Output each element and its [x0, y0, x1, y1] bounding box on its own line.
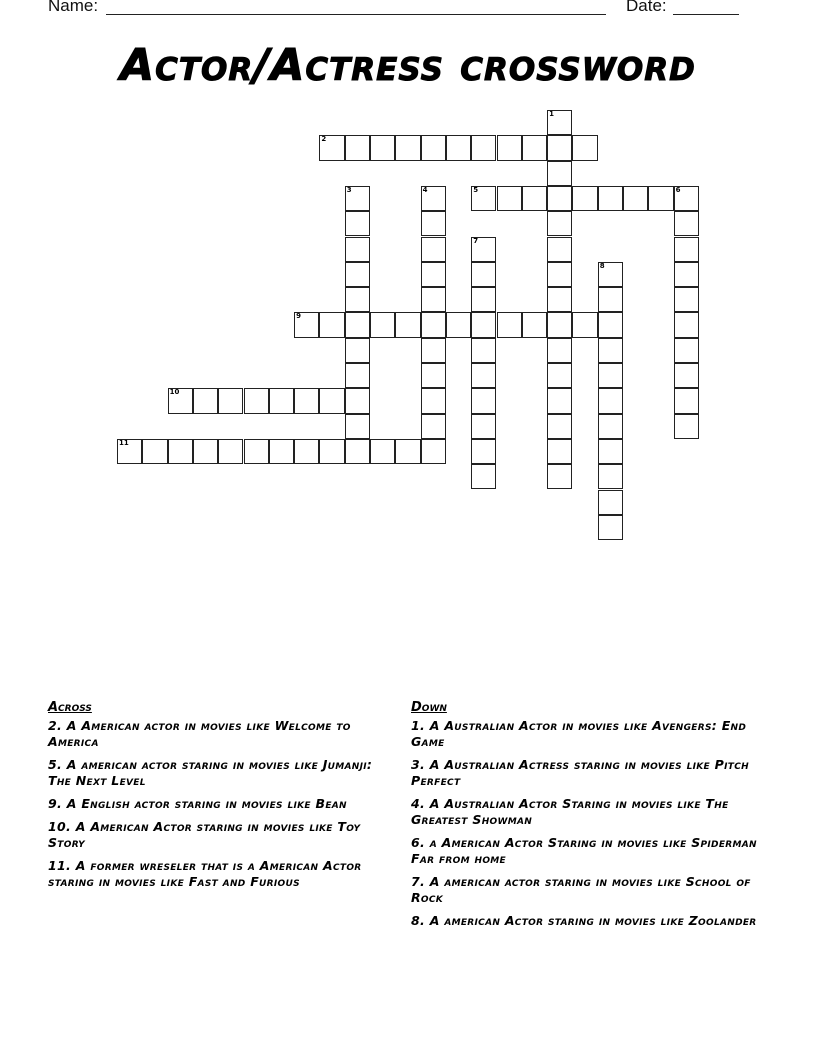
grid-cell[interactable] [572, 312, 597, 337]
grid-cell[interactable] [345, 186, 370, 211]
grid-cell[interactable] [522, 135, 547, 160]
grid-cell[interactable] [547, 161, 572, 186]
grid-cell[interactable] [345, 237, 370, 262]
grid-cell[interactable] [395, 439, 420, 464]
grid-cell[interactable] [598, 287, 623, 312]
grid-cell[interactable] [598, 363, 623, 388]
page-title: Actor/Actress crossword [120, 40, 696, 91]
grid-cell[interactable] [421, 237, 446, 262]
grid-cell[interactable] [471, 287, 496, 312]
grid-cell[interactable] [598, 388, 623, 413]
grid-cell[interactable] [319, 312, 344, 337]
clue-across-5: 5. A american actor staring in movies like Jumanji: The Next Level [48, 757, 373, 788]
grid-cell[interactable] [623, 186, 648, 211]
date-label: Date: [626, 0, 667, 15]
grid-cell[interactable] [471, 338, 496, 363]
grid-cell[interactable] [598, 262, 623, 287]
cell-number: 11 [119, 438, 129, 447]
cell-number: 2 [321, 135, 327, 144]
grid-cell[interactable] [497, 312, 522, 337]
clue-down-1: 1. A Australian Actor in movies like Avengers: End Game [411, 718, 747, 749]
grid-cell[interactable] [674, 388, 699, 413]
grid-cell[interactable] [648, 186, 673, 211]
grid-cell[interactable] [294, 312, 319, 337]
grid-cell[interactable] [598, 186, 623, 211]
grid-cell[interactable] [421, 262, 446, 287]
clue-across-10: 10. A American Actor staring in movies like Toy Story [48, 819, 361, 850]
grid-cell[interactable] [471, 237, 496, 262]
grid-cell[interactable] [395, 312, 420, 337]
grid-cell[interactable] [421, 135, 446, 160]
grid-cell[interactable] [471, 186, 496, 211]
clue-across-9: 9. A English actor staring in movies like Bean [48, 796, 347, 811]
grid-cell[interactable] [244, 439, 269, 464]
clue-down-4: 4. A Australian Actor Staring in movies like The Greatest Showman [411, 796, 729, 827]
grid-cell[interactable] [269, 388, 294, 413]
grid-cell[interactable] [497, 135, 522, 160]
grid-cell[interactable] [471, 135, 496, 160]
grid-cell[interactable] [674, 338, 699, 363]
grid-cell[interactable] [471, 262, 496, 287]
grid-cell[interactable] [345, 439, 370, 464]
grid-cell[interactable] [547, 388, 572, 413]
grid-cell[interactable] [547, 312, 572, 337]
cell-number: 1 [549, 110, 554, 118]
grid-cell[interactable] [674, 414, 699, 439]
grid-cell[interactable] [168, 439, 193, 464]
grid-cell[interactable] [395, 135, 420, 160]
cell-number: 8 [599, 261, 605, 270]
across-clues [48, 700, 398, 897]
grid-cell[interactable] [421, 338, 446, 363]
grid-cell[interactable] [547, 237, 572, 262]
grid-cell[interactable] [345, 312, 370, 337]
grid-cell[interactable] [598, 414, 623, 439]
grid-cell[interactable] [547, 363, 572, 388]
grid-cell[interactable] [547, 338, 572, 363]
grid-cell[interactable] [547, 262, 572, 287]
grid-cell[interactable] [345, 287, 370, 312]
grid-cell[interactable] [674, 287, 699, 312]
grid-cell[interactable] [471, 363, 496, 388]
grid-cell[interactable] [193, 388, 218, 413]
cell-number: 10 [169, 388, 180, 397]
grid-cell[interactable] [345, 363, 370, 388]
grid-cell[interactable] [598, 312, 623, 337]
grid-cell[interactable] [218, 388, 243, 413]
grid-cell[interactable] [370, 312, 395, 337]
cell-number: 9 [296, 312, 301, 321]
down-heading: Down [411, 700, 447, 715]
clue-down-3: 3. A Australian Actress staring in movies like Pitch Perfect [411, 757, 749, 788]
clue-down-8: 8. A american Actor staring in movies like Zoolander [411, 913, 757, 928]
down-clues [411, 700, 761, 936]
grid-cell[interactable] [471, 388, 496, 413]
grid-cell[interactable] [674, 363, 699, 388]
across-heading: Across [48, 700, 92, 715]
grid-cell[interactable] [193, 439, 218, 464]
name-label: Name: [48, 0, 99, 15]
grid-cell[interactable] [269, 439, 294, 464]
grid-cell[interactable] [598, 464, 623, 489]
grid-cell[interactable] [345, 414, 370, 439]
grid-cell[interactable] [674, 312, 699, 337]
clue-down-7: 7. A american actor staring in movies like School of Rock [411, 874, 751, 905]
grid-cell[interactable] [421, 388, 446, 413]
grid-cell[interactable] [674, 211, 699, 236]
grid-cell[interactable] [345, 262, 370, 287]
grid-cell[interactable] [421, 186, 446, 211]
grid-cell[interactable] [421, 287, 446, 312]
grid-cell[interactable] [345, 211, 370, 236]
grid-cell[interactable] [244, 388, 269, 413]
grid-cell[interactable] [294, 388, 319, 413]
grid-cell[interactable] [345, 135, 370, 160]
grid-cell[interactable] [598, 490, 623, 515]
grid-cell[interactable] [598, 439, 623, 464]
grid-cell[interactable] [446, 135, 471, 160]
grid-cell[interactable] [471, 464, 496, 489]
grid-cell[interactable] [471, 439, 496, 464]
grid-cell[interactable] [674, 186, 699, 211]
grid-cell[interactable] [497, 186, 522, 211]
grid-cell[interactable] [421, 312, 446, 337]
grid-cell[interactable] [117, 439, 142, 464]
grid-cell[interactable] [547, 211, 572, 236]
grid-cell[interactable] [421, 211, 446, 236]
grid-cell[interactable] [319, 439, 344, 464]
grid-cell[interactable] [218, 439, 243, 464]
grid-cell[interactable] [674, 237, 699, 262]
grid-cell[interactable] [446, 312, 471, 337]
grid-cell[interactable] [345, 338, 370, 363]
grid-cell[interactable] [294, 439, 319, 464]
grid-cell[interactable] [345, 388, 370, 413]
grid-cell[interactable] [598, 338, 623, 363]
grid-cell[interactable] [421, 363, 446, 388]
grid-cell[interactable] [522, 186, 547, 211]
grid-cell[interactable] [572, 186, 597, 211]
grid-cell[interactable] [370, 439, 395, 464]
grid-cell[interactable] [572, 135, 597, 160]
grid-cell[interactable] [522, 312, 547, 337]
grid-cell[interactable] [319, 135, 344, 160]
clue-down-6: 6. a American Actor Staring in movies like Spiderman Far from home [411, 835, 757, 866]
grid-cell[interactable] [370, 135, 395, 160]
grid-cell[interactable] [547, 110, 572, 135]
grid-cell[interactable] [421, 439, 446, 464]
cell-number: 7 [473, 236, 479, 245]
grid-cell[interactable] [421, 414, 446, 439]
grid-cell[interactable] [547, 287, 572, 312]
grid-cell[interactable] [168, 388, 193, 413]
grid-cell[interactable] [547, 414, 572, 439]
grid-cell[interactable] [547, 186, 572, 211]
clue-across-11: 11. A former wreseler that is a American Actor staring in movies like Fast and Furious [48, 858, 362, 889]
cell-number: 3 [346, 185, 352, 194]
cell-number: 6 [675, 185, 681, 194]
cell-number: 4 [422, 185, 428, 194]
clue-across-2: 2. A American actor in movies like Welcome to America [48, 718, 351, 749]
grid-cell[interactable] [547, 135, 572, 160]
grid-cell[interactable] [598, 515, 623, 540]
grid-cell[interactable] [547, 464, 572, 489]
grid-cell[interactable] [471, 312, 496, 337]
grid-cell[interactable] [674, 262, 699, 287]
grid-cell[interactable] [471, 414, 496, 439]
grid-cell[interactable] [547, 439, 572, 464]
cell-number: 5 [473, 185, 479, 194]
grid-cell[interactable] [319, 388, 344, 413]
grid-cell[interactable] [142, 439, 167, 464]
